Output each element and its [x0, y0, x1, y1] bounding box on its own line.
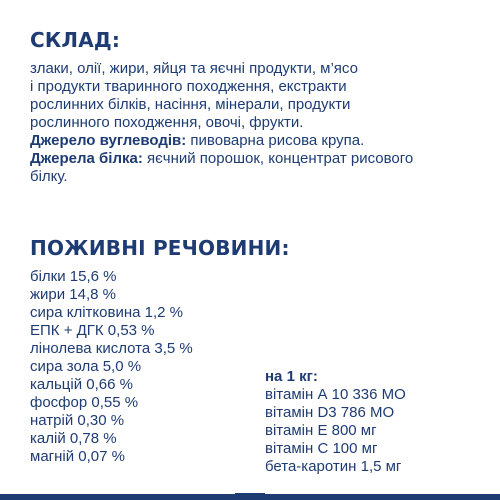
vitamins-per-kg-title: на 1 кг:	[265, 368, 318, 385]
carb-source-label: Джерело вуглеводів:	[30, 132, 187, 149]
composition-line: і продукти тваринного походження, екстракти	[30, 78, 347, 95]
nutrient-item: кальцій 0,66 %	[30, 376, 133, 393]
composition-heading: СКЛАД:	[30, 28, 121, 52]
carb-source	[30, 132, 450, 150]
vitamin-item: бета-каротин 1,5 мг	[265, 458, 402, 475]
nutrients-list	[30, 268, 193, 466]
composition-line: рослинних білків, насіння, мінерали, продукти	[30, 96, 351, 113]
protein-source-value: яєчний порошок, концентрат рисового	[142, 150, 414, 167]
nutrient-item: жири 14,8 %	[30, 286, 117, 303]
nutrient-item: сира клітковина 1,2 %	[30, 304, 183, 321]
vitamin-item: вітамін С 100 мг	[265, 440, 378, 457]
nutrient-item: калій 0,78 %	[30, 430, 117, 447]
nutrient-item: лінолева кислота 3,5 %	[30, 340, 193, 357]
vitamins-list	[265, 368, 406, 476]
nutrient-item: білки 15,6 %	[30, 268, 117, 285]
carb-source-value: пивоварна рисова крупа.	[186, 132, 365, 149]
composition-line: рослинного походження, овочі, фрукти.	[30, 114, 304, 131]
protein-source-label: Джерела білка:	[30, 150, 143, 167]
vitamin-item: вітамін D3 786 МО	[265, 404, 395, 421]
vitamin-item: вітамін А 10 336 МО	[265, 386, 406, 403]
protein-source-continued: білку.	[30, 168, 68, 185]
nutrient-item: ЕПК + ДГК 0,53 %	[30, 322, 155, 339]
nutrient-item: фосфор 0,55 %	[30, 394, 139, 411]
composition-text	[30, 60, 450, 186]
nutrient-item: сира зола 5,0 %	[30, 358, 142, 375]
bottom-band	[0, 494, 500, 500]
nutrient-item: натрій 0,30 %	[30, 412, 125, 429]
vitamin-item: вітамін Е 800 мг	[265, 422, 377, 439]
nutrients-heading: ПОЖИВНІ РЕЧОВИНИ:	[30, 236, 290, 260]
protein-source	[30, 150, 450, 168]
composition-line: злаки, олії, жири, яйця та яєчні продукти, м’ясо	[30, 60, 358, 77]
nutrient-item: магній 0,07 %	[30, 448, 125, 465]
